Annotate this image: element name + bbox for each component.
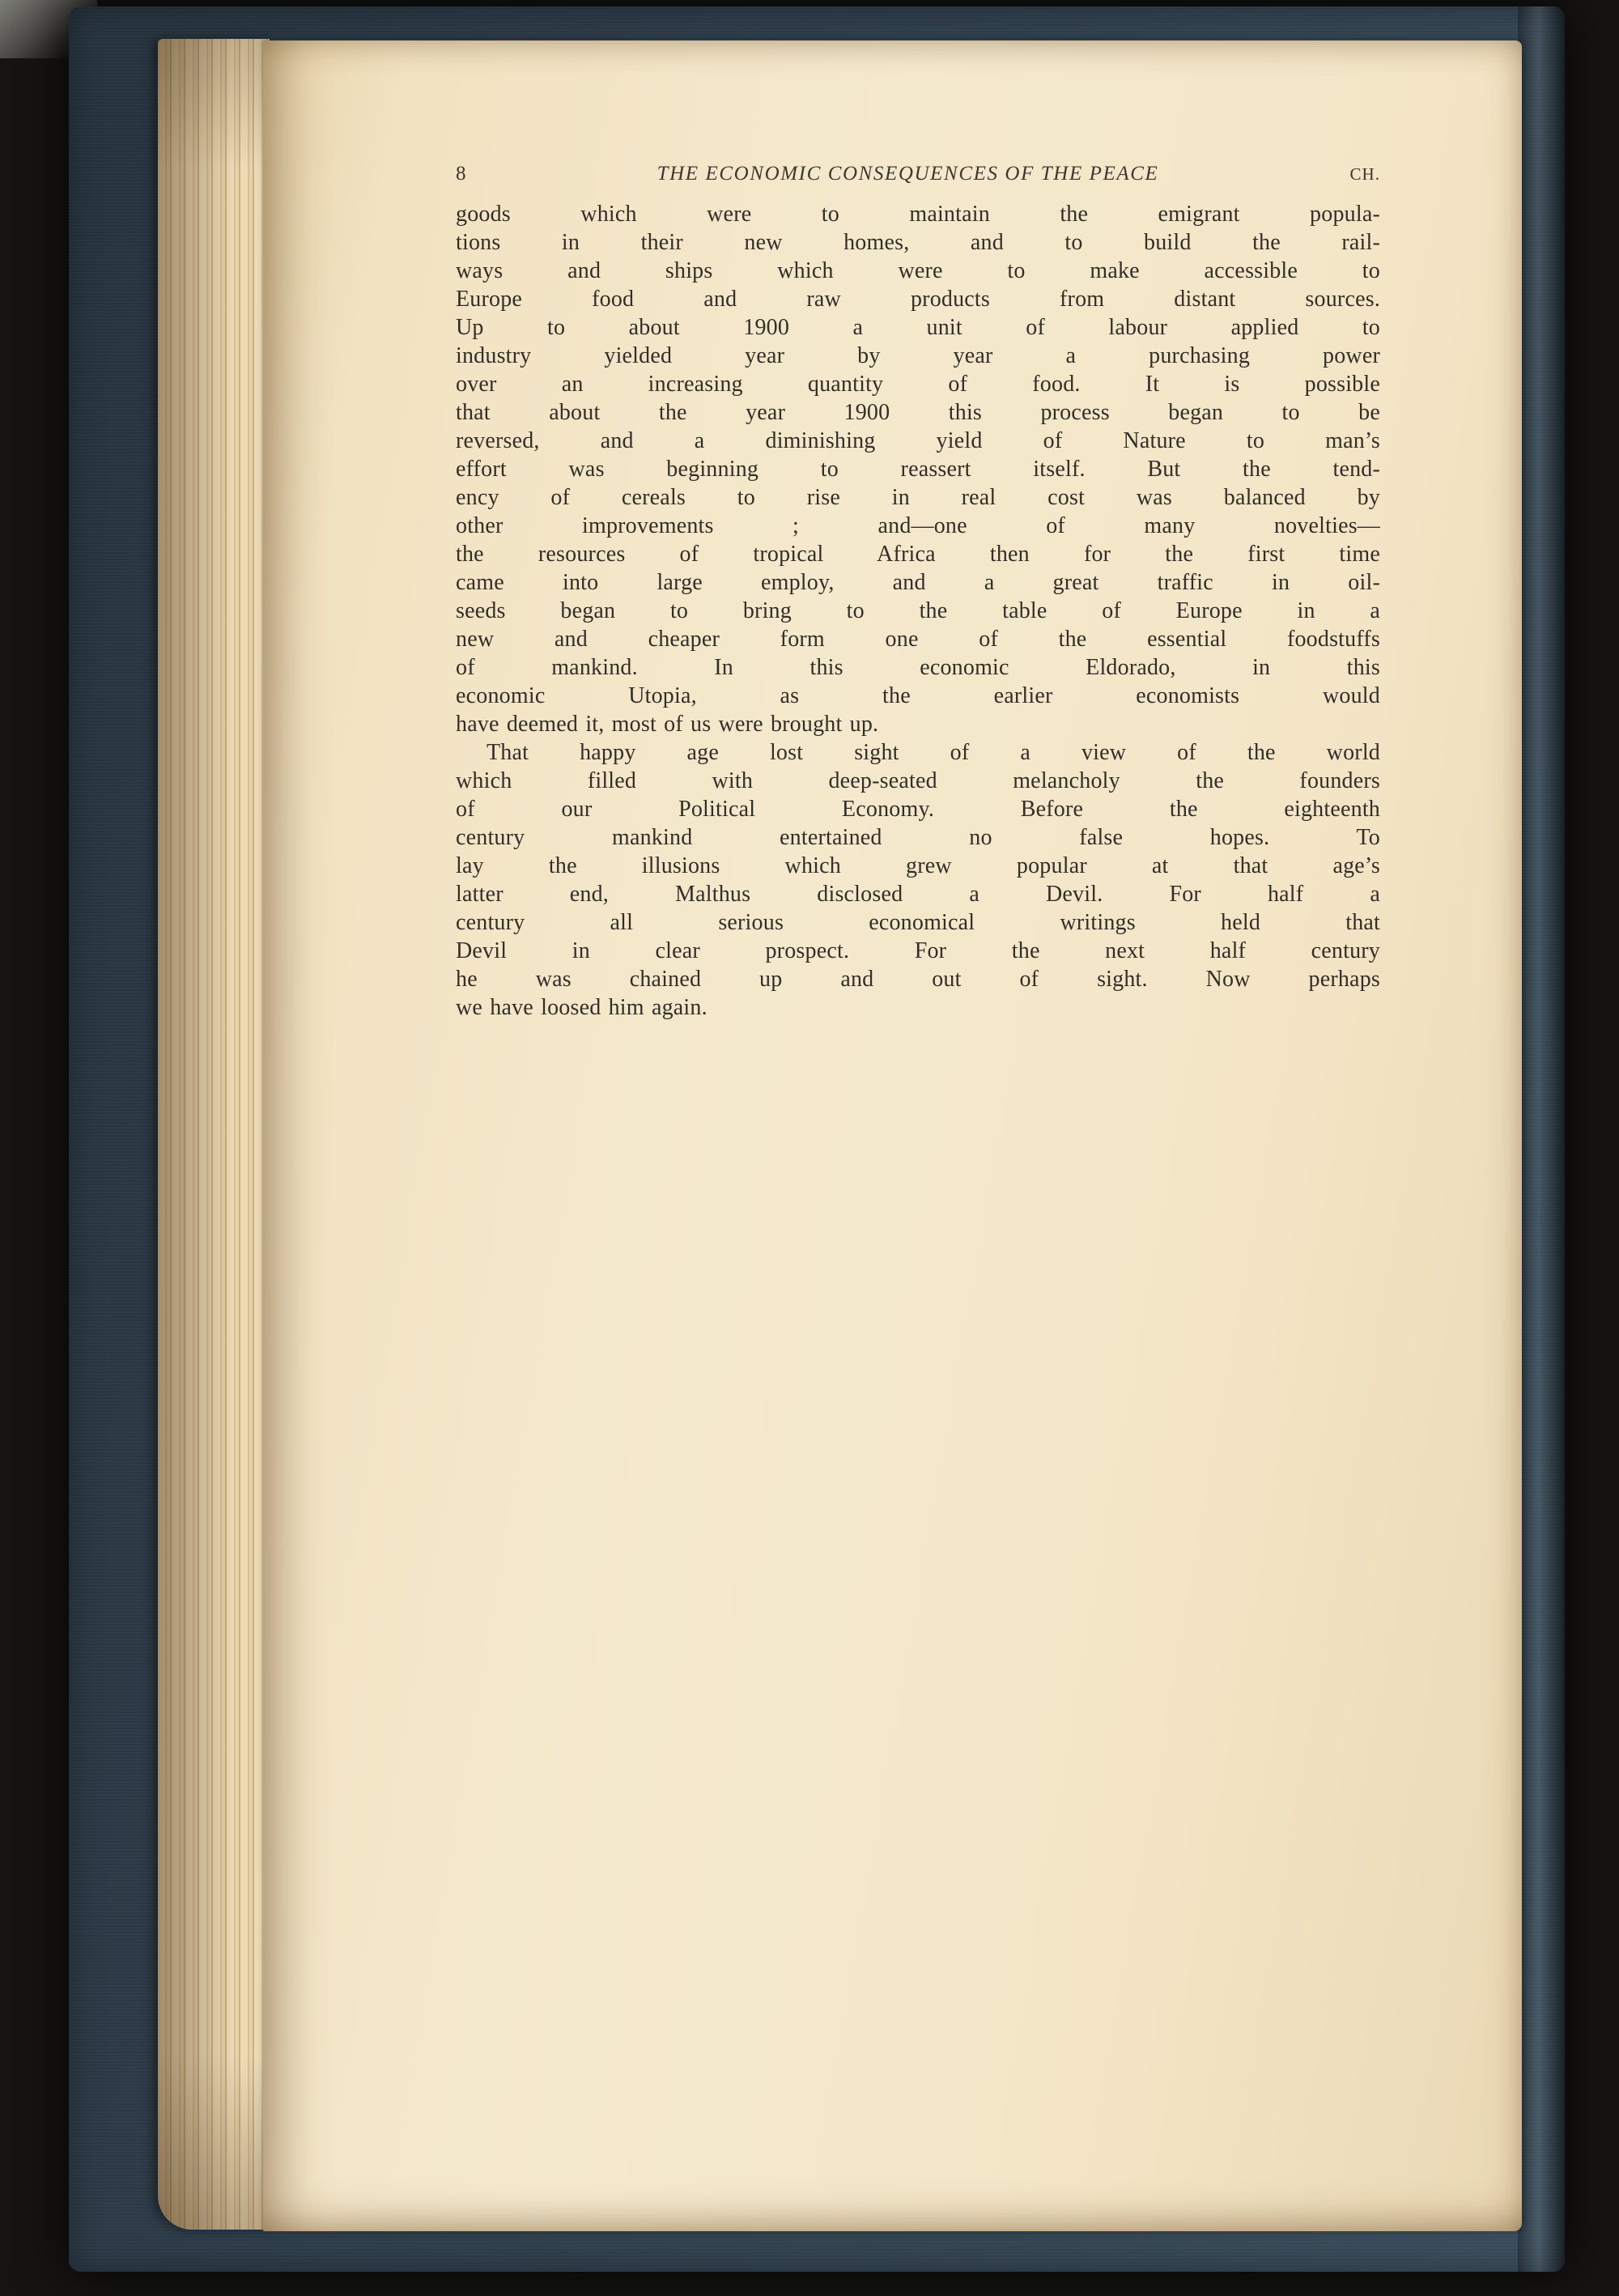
page-number: 8 [456, 163, 466, 185]
text-line: effort was beginning to reassert itself. But the tend- [456, 457, 1380, 482]
text-line: goods which were to maintain the emigrant popula- [456, 202, 1380, 227]
text-line: reversed, and a diminishing yield of Nature to man’s [456, 428, 1380, 453]
text-line: new and cheaper form one of the essential foodstuffs [456, 627, 1380, 652]
text-line: ency of cereals to rise in real cost was balanced by [456, 485, 1380, 510]
book-cover [69, 6, 1565, 2272]
text-line: tions in their new homes, and to build the rail- [456, 230, 1380, 255]
chapter-marker: CH. [1349, 164, 1380, 184]
text-line: we have loosed him again. [456, 995, 708, 1020]
text-line: other improvements ; and—one of many novelties— [456, 513, 1380, 538]
text-line: seeds began to bring to the table of Europe in a [456, 598, 1380, 623]
book-page [263, 40, 1522, 2231]
text-line: that about the year 1900 this process began to be [456, 400, 1380, 425]
text-line: Europe food and raw products from distant sources. [456, 287, 1380, 312]
text-line: latter end, Malthus disclosed a Devil. For half a [456, 882, 1380, 907]
text-line: the resources of tropical Africa then for the first time [456, 542, 1380, 567]
text-line: century all serious economical writings held that [456, 910, 1380, 935]
running-title: THE ECONOMIC CONSEQUENCES OF THE PEACE [657, 163, 1159, 185]
page-body [456, 200, 1380, 1022]
text-line: industry yielded year by year a purchasing power [456, 343, 1380, 368]
text-line: which filled with deep-seated melancholy the founders [456, 768, 1380, 793]
text-line: Up to about 1900 a unit of labour applied to [456, 315, 1380, 340]
text-line: have deemed it, most of us were brought up. [456, 712, 879, 737]
text-line: lay the illusions which grew popular at that age’s [456, 853, 1380, 878]
text-line: over an increasing quantity of food. It is possible [456, 372, 1380, 397]
book-cover-right-edge [1518, 6, 1565, 2272]
text-line: came into large employ, and a great traffic in oil- [456, 570, 1380, 595]
text-line: ways and ships which were to make accessible to [456, 258, 1380, 283]
page-edges-stack [158, 39, 270, 2230]
text-line: That happy age lost sight of a view of the world [487, 740, 1380, 765]
running-head [456, 162, 1380, 186]
text-line: of our Political Economy. Before the eighteenth [456, 797, 1380, 822]
text-line: economic Utopia, as the earlier economists would [456, 683, 1380, 708]
text-line: of mankind. In this economic Eldorado, in this [456, 655, 1380, 680]
text-line: he was chained up and out of sight. Now perhaps [456, 967, 1380, 992]
text-line: century mankind entertained no false hopes. To [456, 825, 1380, 850]
text-line: Devil in clear prospect. For the next half century [456, 938, 1380, 963]
